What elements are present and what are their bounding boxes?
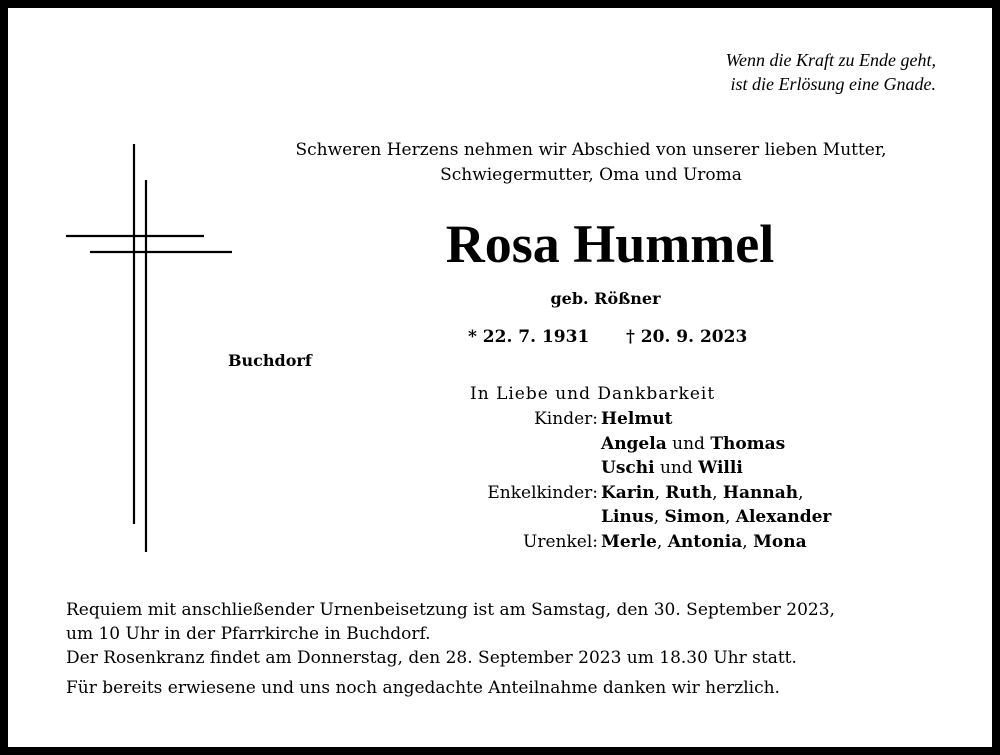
- mourners-intro: In Liebe und Dankbarkeit: [470, 384, 716, 404]
- mourner-name: Merle: [601, 531, 657, 552]
- kinder-label: Kinder:: [534, 409, 598, 429]
- mourner-name: Karin: [601, 482, 655, 503]
- notice-line-3: Der Rosenkranz findet am Donnerstag, den 28. September 2023 um 18.30 Uhr statt.: [66, 648, 797, 668]
- mourner-names: Karin, Ruth, Hannah,: [601, 482, 804, 503]
- motto-line-2: ist die Erlösung eine Gnade.: [730, 74, 936, 94]
- mourner-names: [601, 456, 743, 481]
- intro-line-1: Schweren Herzens nehmen wir Abschied von unserer lieben Mutter,: [295, 140, 887, 160]
- cross-icon: [64, 142, 244, 562]
- mourner-names: [601, 432, 785, 457]
- motto-quote: [726, 48, 936, 96]
- mourner-name: Helmut: [601, 409, 673, 429]
- obituary-notice: [8, 8, 992, 747]
- thanks-line: Für bereits erwiesene und uns noch angedachte Anteilnahme danken wir herzlich.: [66, 678, 780, 698]
- mourner-names: Linus, Simon, Alexander: [601, 507, 832, 527]
- birth-name: geb. Rößner: [550, 289, 661, 308]
- mourner-name: Simon: [664, 507, 725, 527]
- mourner-name: Thomas: [710, 433, 786, 454]
- mourner-name: Willi: [698, 458, 743, 478]
- enkel-label: Enkelkinder:: [487, 482, 598, 503]
- mourner-names: Merle, Antonia, Mona: [601, 531, 807, 552]
- mourner-name: Alexander: [735, 507, 832, 527]
- conjunction: und: [672, 433, 705, 454]
- notice-line-1: Requiem mit anschließender Urnenbeisetzung ist am Samstag, den 30. September 2023,: [66, 600, 835, 620]
- residence-place: Buchdorf: [228, 351, 312, 370]
- birth-date: * 22. 7. 1931: [468, 327, 590, 347]
- mourner-name: Mona: [753, 531, 807, 552]
- mourner-name: Angela: [601, 433, 667, 454]
- intro-line-2: Schwiegermutter, Oma und Uroma: [440, 165, 742, 185]
- death-date: † 20. 9. 2023: [626, 327, 748, 347]
- mourner-name: Uschi: [601, 458, 655, 478]
- mourner-names: [601, 407, 673, 432]
- conjunction: und: [659, 458, 693, 478]
- motto-line-1: Wenn die Kraft zu Ende geht,: [725, 50, 936, 70]
- notice-line-2: um 10 Uhr in der Pfarrkirche in Buchdorf.: [66, 624, 431, 644]
- intro-text: [246, 138, 936, 188]
- deceased-name: Rosa Hummel: [445, 214, 775, 274]
- service-details: [66, 598, 835, 700]
- mourner-name: Ruth: [665, 482, 713, 503]
- mourner-name: Hannah: [722, 482, 799, 503]
- urenkel-label: Urenkel:: [523, 531, 598, 552]
- mourner-name: Antonia: [667, 531, 743, 552]
- mourner-name: Linus: [601, 507, 654, 527]
